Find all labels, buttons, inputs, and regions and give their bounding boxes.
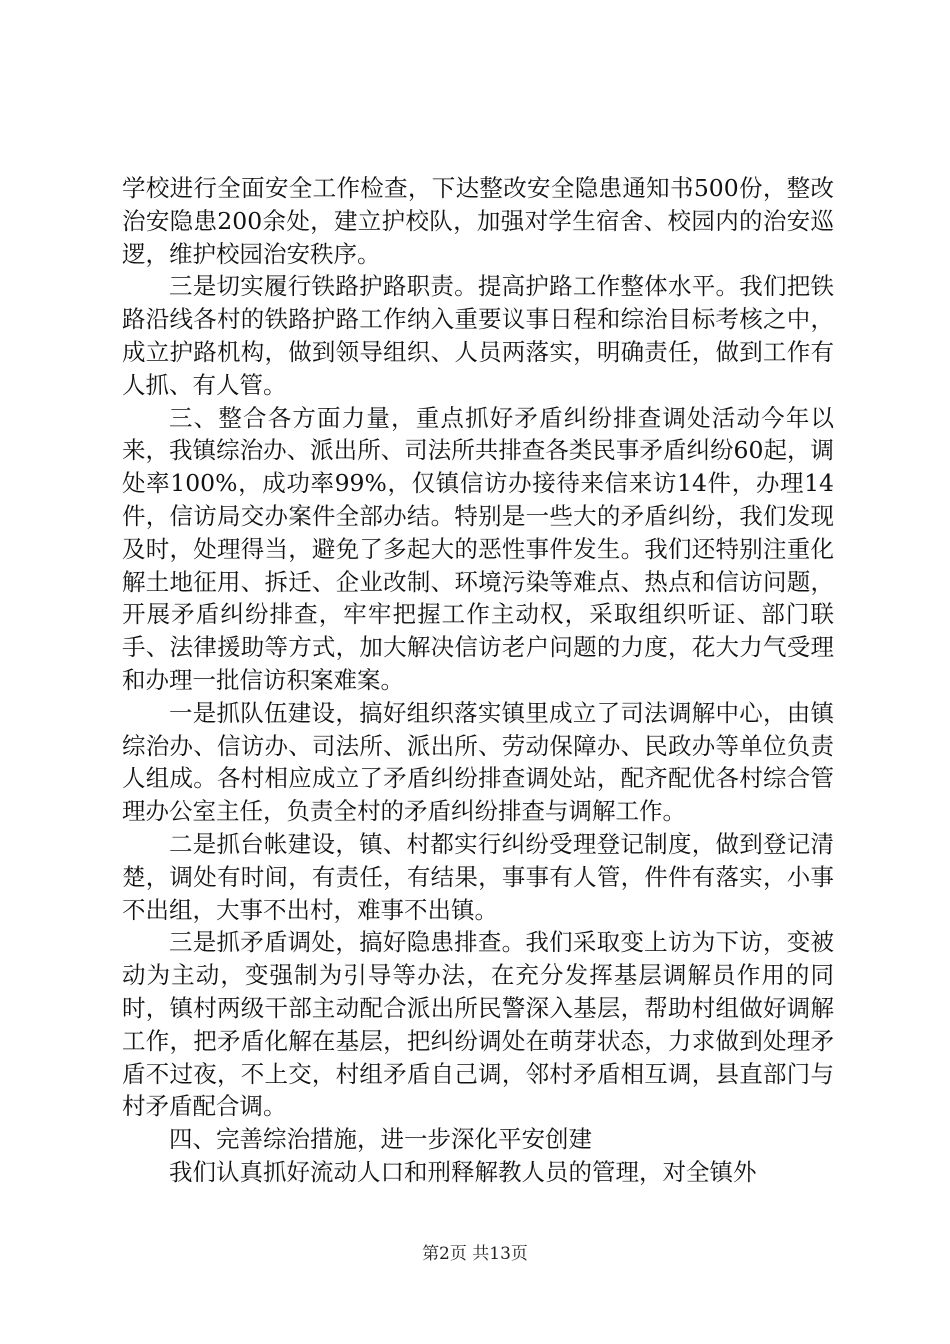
document-paragraph: 三是切实履行铁路护路职责。提高护路工作整体水平。我们把铁路沿线各村的铁路护路工作纳入重要议事日程和综治目标考核之中，成立护路机构，做到领导组织、人员两落实，明确责任，做到工作有人抓、有人管。 [122, 272, 834, 399]
document-paragraph: 学校进行全面安全工作检查，下达整改安全隐患通知书500份，整改治安隐患200余处，建立护校队，加强对学生宿舍、校园内的治安巡逻，维护校园治安秩序。 [122, 174, 834, 268]
document-paragraph: 二是抓台帐建设，镇、村都实行纠纷受理登记制度，做到登记清楚，调处有时间，有责任，有结果，事事有人管，件件有落实，小事不出组，大事不出村，难事不出镇。 [122, 829, 834, 924]
page-footer [0, 1243, 950, 1265]
document-paragraph: 三是抓矛盾调处，搞好隐患排查。我们采取变上访为下访，变被动为主动，变强制为引导等办法，在充分发挥基层调解员作用的同时，镇村两级干部主动配合派出所民警深入基层，帮助村组做好调解工作，把矛盾化解在基层，把纠纷调处在萌芽状态，力求做到处理矛盾不过夜，不上交，村组矛盾自己调，邻村矛盾相互调，县直部门与村矛盾配合调。 [122, 928, 834, 1121]
document-paragraph: 一是抓队伍建设，搞好组织落实镇里成立了司法调解中心，由镇综治办、信访办、司法所、派出所、劳动保障办、民政办等单位负责人组成。各村相应成立了矛盾纠纷排查调处站，配齐配优各村综合管理办公室主任，负责全村的矛盾纠纷排查与调解工作。 [122, 698, 834, 826]
document-paragraph: 四、完善综治措施，进一步深化平安创建 [169, 1125, 592, 1154]
page-number-label: 第2页 共13页 [422, 1244, 528, 1264]
document-body [122, 172, 834, 1189]
document-paragraph: 我们认真抓好流动人口和刑释解教人员的管理，对全镇外 [169, 1157, 757, 1186]
document-paragraph: 三、整合各方面力量，重点抓好矛盾纠纷排查调处活动今年以来，我镇综治办、派出所、司法所共排查各类民事矛盾纠纷60起，调处率100%，成功率99%，仅镇信访办接待来信来访14件，办理14件，信访局交办案件全部办结。特别是一些大的矛盾纠纷，我们发现及时，处理得当，避免了多起大的恶性事件发生。我们还特别注重化解土地征用、拆迁、企业改制、环境污染等难点、热点和信访问题，开展矛盾纠纷排查，牢牢把握工作主动权，采取组织听证、部门联手、法律援助等方式，加大解决信访老户问题的力度，花大力气受理和办理一批信访积案难案。 [122, 403, 834, 694]
